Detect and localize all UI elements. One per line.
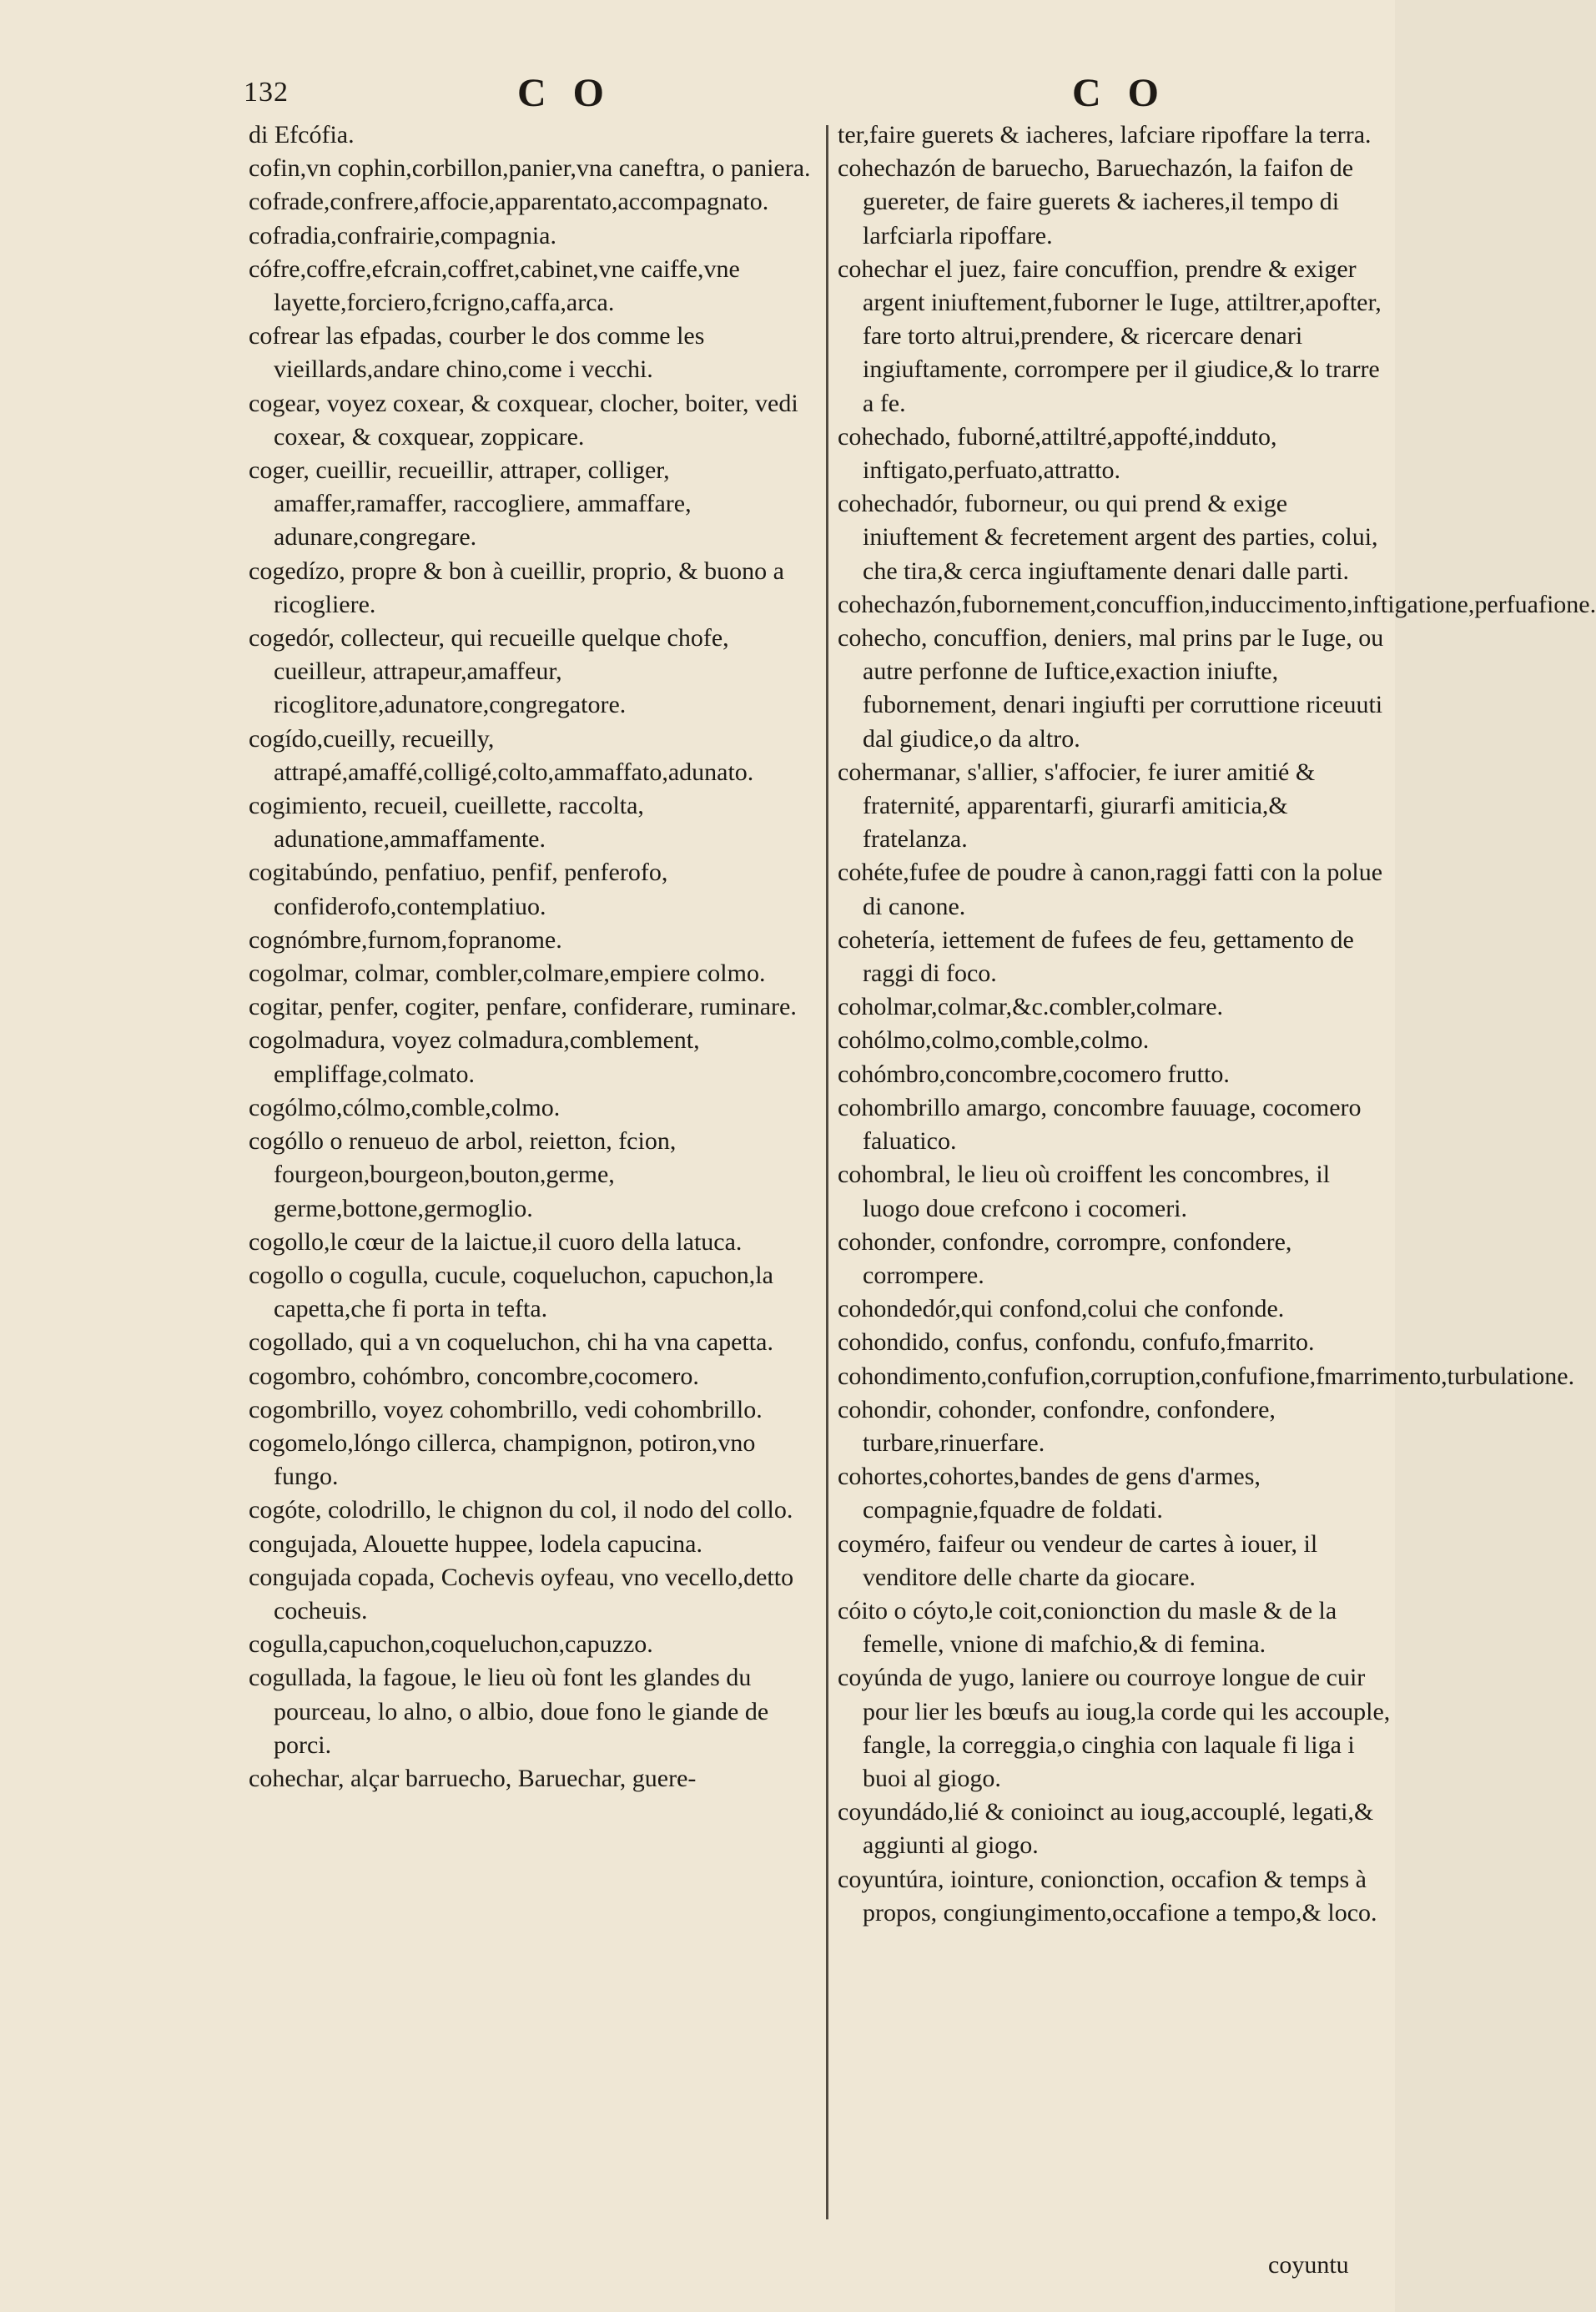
dictionary-entry: cohondedór,qui confond,colui che confonde.	[838, 1295, 1285, 1323]
dictionary-entry: cogólmo,cólmo,comble,colmo.	[249, 1093, 561, 1121]
dictionary-entry: cogitar, penfer, cogiter, penfare, confiderare, ruminare.	[249, 993, 797, 1021]
catchword: coyuntu	[1268, 2251, 1349, 2279]
dictionary-entry: cohecho, concuffion, deniers, mal prins par le Iuge, ou autre perfonne de Iuftice,exaction iniufte, fubornement, denari ingiufti per corruttione riceuuti dal giudice,o da altro.	[838, 624, 1384, 753]
dictionary-entry: cofradia,confrairie,compagnia.	[249, 221, 556, 249]
dictionary-entry: cohondimento,confufion,corruption,confufione,fmarrimento,turbulatione.	[838, 1362, 1575, 1390]
dictionary-entry: cohechazón,fubornement,concuffion,induccimento,inftigatione,perfuafione.	[838, 590, 1596, 618]
dictionary-entry: cohondir, cohonder, confondre, confondere, turbare,rinuerfare.	[838, 1395, 1276, 1457]
dictionary-entry: congujada, Alouette huppee, lodela capucina.	[249, 1529, 702, 1558]
dictionary-entry: cohortes,cohortes,bandes de gens d'armes, compagnie,fquadre de foldati.	[838, 1463, 1261, 1524]
running-head-left: C O	[517, 71, 612, 115]
dictionary-entry: cogído,cueilly, recueilly, attrapé,amaffé,colligé,colto,ammaffato,adunato.	[249, 724, 754, 786]
dictionary-entry: cogitabúndo, penfatiuo, penfif, penferofo, confiderofo,contemplatiuo.	[249, 859, 668, 920]
dictionary-entry: cohombral, le lieu où croiffent les concombres, il luogo doue crefcono i cocomeri.	[838, 1161, 1331, 1222]
dictionary-entry: cogomelo,lóngo cillerca, champignon, potiron,vno fungo.	[249, 1428, 756, 1491]
running-head-right: C O	[1072, 71, 1167, 115]
dictionary-entry: cogullada, la fagoue, le lieu où font les glandes du pourceau, lo alno, o albio, doue fono le giande de porci.	[249, 1664, 769, 1759]
dictionary-entry: coyuntúra, iointure, conionction, occafion & temps à propos, congiungimento,occafione a tempo,& loco.	[838, 1865, 1377, 1927]
dictionary-entry: cohómbro,concombre,cocomero frutto.	[838, 1060, 1230, 1088]
dictionary-entry: cogollo o cogulla, cucule, coqueluchon, capuchon,la capetta,che fi porta in tefta.	[249, 1261, 773, 1323]
dictionary-entry: cogóllo o renueuo de arbol, reietton, fcion, fourgeon,bourgeon,bouton,germe, germe,bottone,germoglio.	[249, 1127, 677, 1222]
dictionary-entry: cogombrillo, voyez cohombrillo, vedi cohombrillo.	[249, 1395, 763, 1423]
dictionary-entry: coyméro, faifeur ou vendeur de cartes à iouer, il venditore delle charte da giocare.	[838, 1529, 1318, 1591]
dictionary-entry: cognómbre,furnom,fopranome.	[249, 925, 562, 954]
dictionary-entry: cogombro, cohómbro, concombre,cocomero.	[249, 1362, 699, 1390]
dictionary-column-right	[838, 118, 1596, 1930]
dictionary-entry: cogolmar, colmar, combler,colmare,empiere colmo.	[249, 960, 766, 988]
dictionary-entry: cohechadór, fuborneur, ou qui prend & exige iniuftement & fecretement argent des parties, colui, che tira,& cerca ingiuftamente denari dalle parti.	[838, 490, 1378, 585]
dictionary-entry: cohechar, alçar barruecho, Baruechar, guere-	[249, 1764, 697, 1792]
dictionary-entry: cohermanar, s'allier, s'affocier, fe iurer amitié & fraternité, apparentarfi, giurarfi amiticia,& fratelanza.	[838, 758, 1316, 854]
dictionary-entry: coyundádo,lié & conioinct au ioug,accouplé, legati,& aggiunti al giogo.	[838, 1798, 1374, 1860]
dictionary-entry: cogollado, qui a vn coqueluchon, chi ha vna capetta.	[249, 1328, 773, 1357]
dictionary-entry: cófre,coffre,efcrain,coffret,cabinet,vne caiffe,vne layette,forciero,fcrigno,caffa,arca.	[249, 254, 740, 317]
folio-number: 132	[244, 77, 289, 108]
dictionary-entry: coholmar,colmar,&c.combler,colmare.	[838, 993, 1224, 1021]
dictionary-entry: cofrade,confrere,affocie,apparentato,accompagnato.	[249, 188, 769, 216]
dictionary-entry: coyúnda de yugo, laniere ou courroye longue de cuir pour lier les bœufs au ioug,la corde qui les accouple, fangle, la correggia,o cinghia con laquale fi liga i buoi al giogo.	[838, 1664, 1391, 1792]
dictionary-entry: cohondido, confus, confondu, confufo,fmarrito.	[838, 1328, 1315, 1357]
dictionary-entry: cohéte,fufee de poudre à canon,raggi fatti con la polue di canone.	[838, 859, 1383, 920]
dictionary-entry: cogimiento, recueil, cueillette, raccolta, adunatione,ammaffamente.	[249, 792, 644, 854]
dictionary-entry: cohechar el juez, faire concuffion, prendre & exiger argent iniuftement,fuborner le Iuge, attiltrer,apofter, fare torto altrui,prendere, & ricercare denari ingiuftamente, corrompere per il giudice,& lo trarre a fe.	[838, 254, 1382, 417]
dictionary-entry: cohombrillo amargo, concombre fauuage, cocomero faluatico.	[838, 1093, 1362, 1156]
dictionary-entry: cohetería, iettement de fufees de feu, gettamento de raggi di foco.	[838, 925, 1354, 988]
dictionary-entry: cofin,vn cophin,corbillon,panier,vna caneftra, o paniera.	[249, 154, 811, 183]
dictionary-entry: cogolmadura, voyez colmadura,comblement, empliffage,colmato.	[249, 1026, 700, 1088]
dictionary-entry: cohonder, confondre, corrompre, confondere, corrompere.	[838, 1227, 1292, 1289]
dictionary-entry: cohechado, fuborné,attiltré,appofté,indduto, inftigato,perfuato,attratto.	[838, 422, 1277, 485]
dictionary-entry: cofrear las efpadas, courber le dos comme les vieillards,andare chino,come i vecchi.	[249, 322, 705, 384]
dictionary-entry: coger, cueillir, recueillir, attraper, colliger, amaffer,ramaffer, raccogliere, ammaffare, adunare,congregare.	[249, 456, 692, 552]
dictionary-entry: cogollo,le cœur de la laictue,il cuoro della latuca.	[249, 1227, 743, 1256]
dictionary-entry: di Efcófia.	[249, 121, 355, 149]
dictionary-entry: ter,faire guerets & iacheres, lafciare ripoffare la terra.	[838, 121, 1372, 149]
column-divider	[826, 125, 828, 2219]
dictionary-column-left	[249, 118, 813, 1796]
dictionary-entry: congujada copada, Cochevis oyfeau, vno vecello,detto cocheuis.	[249, 1563, 794, 1624]
dictionary-entry: cogear, voyez coxear, & coxquear, clocher, boiter, vedi coxear, & coxquear, zoppicare.	[249, 389, 798, 451]
dictionary-entry: cohechazón de baruecho, Baruechazón, la faifon de guereter, de faire guerets & iacheres,il tempo di larfciarla ripoffare.	[838, 154, 1354, 249]
dictionary-entry: cogóte, colodrillo, le chignon du col, il nodo del collo.	[249, 1496, 793, 1524]
dictionary-entry: cóito o cóyto,le coit,conionction du masle & de la femelle, vnione di mafchio,& di femina.	[838, 1596, 1337, 1659]
dictionary-entry: cohólmo,colmo,comble,colmo.	[838, 1026, 1150, 1055]
dictionary-entry: cogulla,capuchon,coqueluchon,capuzzo.	[249, 1630, 653, 1659]
dictionary-entry: cogedízo, propre & bon à cueillir, proprio, & buono a ricogliere.	[249, 557, 784, 618]
dictionary-entry: cogedór, collecteur, qui recueille quelque chofe, cueilleur, attrapeur,amaffeur, ricoglitore,adunatore,congregatore.	[249, 624, 729, 719]
